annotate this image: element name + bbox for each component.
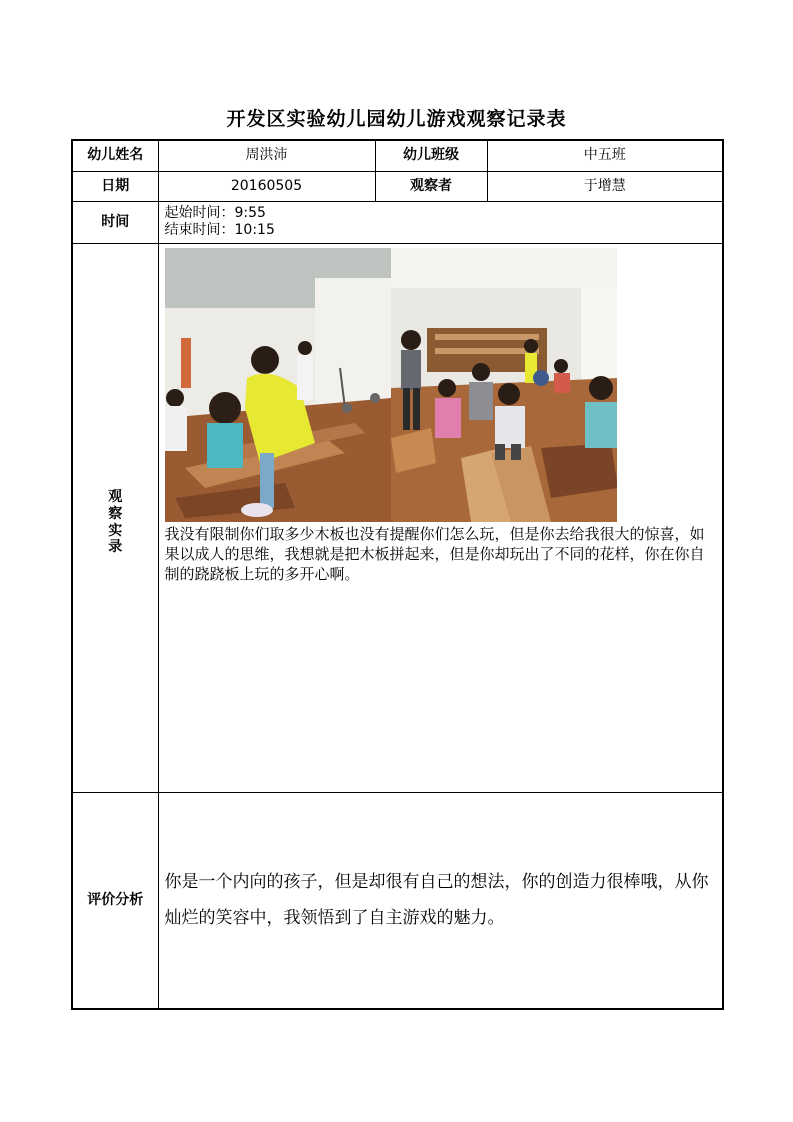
observer-value: 于增慧 [487,171,723,201]
observation-label [72,243,158,792]
start-time: 起始时间：9:55 [164,205,266,222]
evaluation-text: 你是一个内向的孩子，但是却很有自己的想法，你的创造力很棒哦，从你灿烂的笑容中，我领悟到了自主游戏的魅力。 [164,872,709,929]
observation-label-char: 录 [108,539,123,556]
evaluation-label: 评价分析 [72,792,158,1009]
photo-children-seesaw [165,248,391,522]
observation-label-char: 察 [108,505,123,522]
row-name-class [72,140,723,171]
time-cell [158,201,723,243]
photo-strip [165,248,618,522]
date-label: 日期 [72,171,158,201]
page-title: 开发区实验幼儿园幼儿游戏观察记录表 [226,108,567,130]
row-time [72,201,723,243]
name-value: 周洪沛 [158,140,375,171]
row-evaluation [72,792,723,1009]
row-date-observer [72,171,723,201]
class-value: 中五班 [487,140,723,171]
photo-children-boards [391,248,617,522]
observation-text: 我没有限制你们取多少木板也没有提醒你们怎么玩，但是你去给我很大的惊喜，如果以成人的思维，我想就是把木板拼起来，但是你却玩出了不同的花样，你在你自制的跷跷板上玩的多开心啊。 [164,524,705,583]
time-label: 时间 [72,201,158,243]
name-label: 幼儿姓名 [72,140,158,171]
end-time: 结束时间：10:15 [164,222,275,238]
observation-label-char: 实 [108,522,123,539]
observation-form-table [71,139,724,1010]
observation-label-char: 观 [108,488,123,505]
evaluation-cell [158,792,723,1009]
row-observation [72,243,723,792]
date-value: 20160505 [158,171,375,201]
observer-label: 观察者 [375,171,487,201]
class-label: 幼儿班级 [375,140,487,171]
observation-cell [158,243,723,792]
